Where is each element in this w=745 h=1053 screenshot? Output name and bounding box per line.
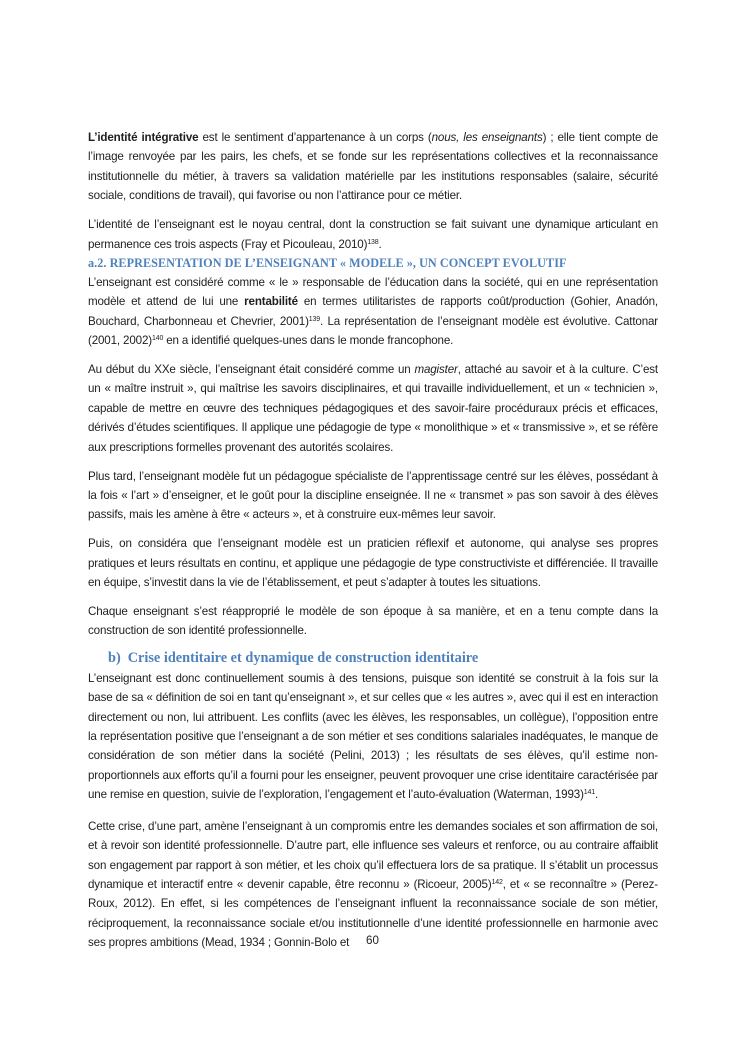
paragraph-debut-xxe: Au début du XXe siècle, l’enseignant était considéré comme un magister, attaché au savoir et à la culture. C’est un « maître instruit », qui maîtrise les savoirs disciplinaires, et qui travaille individuellement, et un « technicien », capable de mettre en œuvre des techniques pédagogiques et des savoir-faire procéduraux précis et efficaces, dérivés d’études scientifiques. Il applique une pédagogie de type « monolithique » et « transmissive », et se réfère aux prescriptions formelles provenant des autorités scolaires. — [88, 363, 658, 454]
footnote-ref: 141 — [583, 789, 596, 797]
page-number: 60 — [366, 934, 379, 947]
footnote-ref: 142 — [491, 878, 503, 886]
paragraph-noyau-central: L’identité de l’enseignant est le noyau central, dont la construction se fait suivant une dynamique articulant en permanence ces trois aspects (Fray et Picouleau, 2010)$^{138}$. — [88, 218, 658, 251]
footnote-ref: 140 — [151, 335, 164, 343]
term-magister: magister — [414, 363, 458, 377]
paragraph-cette-crise: Cette crise, d’une part, amène l’enseignant à un compromis entre les demandes sociales et son affirmation de soi, et à revoir son identité professionnelle. D’autre part, elle influence ses valeurs et renforce, ou au contraire affaiblit son engagement par rapport à son métier, et les choix qu’il effectuera lors de sa pratique. Il s’établit un processus dynamique et interactif entre « devenir capable, être reconnu » (Ricoeur, 2005)$^{142}$, et « se reconnaître » (Perez-Roux, 2012). En effet, si les compétences de l’enseignant influent la reconnaissance sociale de son métier, réciproquement, la reconnaissance sociale et/ou institutionnelle d’une identité professionnelle en harmonie avec ses propres ambitions (Mead, 1934 ; Gonnin-Bolo et — [88, 819, 658, 950]
paragraph-identite-integrative: L’identité intégrative est le sentiment d’appartenance à un corps (nous, les enseignants) ; elle tient compte de l’image renvoyée par les pairs, les chefs, et se fonde sur les représentations collectives et la reconnaissance institutionnelle du métier, à travers sa validation matérielle par les institutions responsables (salaire, sécurité sociale, conditions de travail), qui favorise ou non l’attirance pour ce métier. — [88, 131, 658, 203]
paragraph-plus-tard: Plus tard, l’enseignant modèle fut un pédagogue spécialiste de l’apprentissage centré sur les élèves, possédant à la fois « l’art » d’enseigner, et le goût pour la discipline enseignée. Il ne « transmet » pas son savoir à des élèves passifs, mais les amène à être « acteurs », et à construire eux-mêmes leur savoir. — [88, 469, 658, 522]
page-content — [88, 128, 658, 962]
paragraph-praticien-reflexif: Puis, on considéra que l’enseignant modèle est un praticien réflexif et autonome, qui analyse ses propres pratiques et leurs résultats en continu, et applique une pédagogie de type constructiviste et différenciée. Il travaille en équipe, s’investit dans la vie de l’établissement, et peut s’adapter à toutes les situations. — [88, 537, 658, 590]
footnote-ref: 139 — [308, 315, 321, 323]
footnote-ref: 138 — [367, 238, 379, 246]
paragraph-tensions: L’enseignant est donc continuellement soumis à des tensions, puisque son identité se construit à la fois sur la base de sa « définition de soi en tant qu’enseignant », et sur celles que « les autres », avec qui il est en interaction directement ou non, lui attribuent. Les conflits (avec les élèves, les responsables, un collègue), l’opposition entre la représentation positive que l’enseignant a de son métier et ses conditions salariales inadéquates, le manque de considération de son métier dans la société (Pelini, 2013) ; les résultats de ses élèves, qu’il estime non-proportionnels aux efforts qu’il a fourni pour les enseigner, peuvent provoquer une crise identitaire caractérisée par une remise en question, suivie de l’exploration, l’engagement et l’auto-évaluation (Waterman, 1993)$^{141}$. — [88, 671, 658, 802]
term-identite-integrative: L’identité intégrative — [88, 131, 199, 144]
heading-number: b) — [108, 649, 121, 666]
section-heading-b — [108, 647, 658, 669]
section-heading-a2: a.2. REPRESENTATION DE L’ENSEIGNANT « MODELE », UN CONCEPT EVOLUTIF — [88, 255, 567, 270]
paragraph-chaque-enseignant: Chaque enseignant s’est réapproprié le modèle de son époque à sa manière, et en a tenu compte dans la construction de son identité professionnelle. — [88, 605, 658, 638]
heading-text: Crise identitaire et dynamique de construction identitaire — [127, 649, 479, 666]
term-rentabilite: rentabilité — [244, 295, 298, 309]
paragraph-representation: L’enseignant est considéré comme « le » responsable de l’éducation dans la société, qui en une représentation modèle et attend de lui une rentabilité en termes utilitaristes de rapports coût/production (Gohier, Anadón, Bouchard, Charbonneau et Chevrier, 2001)$^{139}$. La représentation de l’enseignant modèle est évolutive. Cattonar (2001, 2002)$^{140}$ en a identifié quelques-unes dans le monde francophone. — [88, 275, 658, 348]
